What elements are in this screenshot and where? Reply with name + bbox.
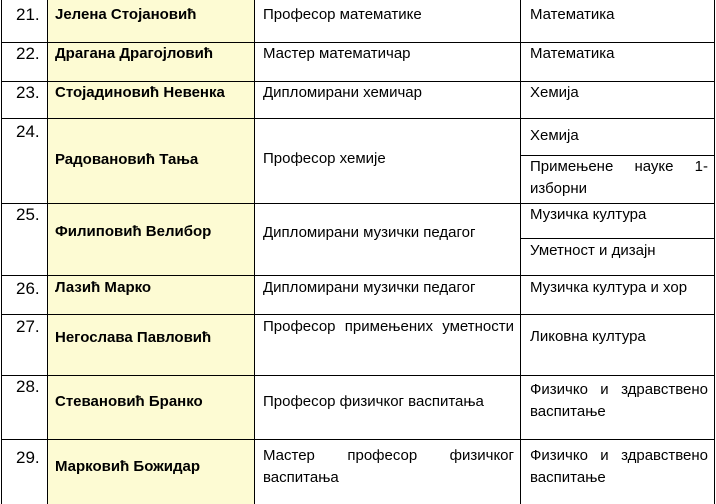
grid-line (714, 0, 715, 504)
staff-name: Драгана Драгојловић (48, 43, 254, 81)
row-number: 28. (2, 376, 47, 439)
staff-qualification: Професор примењених уметности (255, 315, 520, 375)
staff-subject: Музичка култура и хор (521, 276, 714, 314)
grid-line (1, 118, 715, 119)
staff-subject: Уметност и дизајн (521, 239, 714, 275)
staff-name: Негослава Павловић (48, 315, 254, 375)
staff-name: Радовановић Тања (48, 119, 254, 203)
grid-line (1, 439, 715, 440)
staff-subject: Примењене науке 1- изборни (521, 156, 714, 203)
grid-line (520, 0, 521, 504)
grid-line (1, 275, 715, 276)
staff-subject: Математика (521, 43, 714, 81)
staff-name: Лазић Марко (48, 276, 254, 314)
staff-subject: Хемија (521, 82, 714, 118)
row-number: 24. (2, 119, 47, 203)
staff-qualification: Мастер професор физичког васпитања (255, 440, 520, 504)
row-number: 26. (2, 276, 47, 314)
staff-name: Стојадиновић Невенка (48, 82, 254, 118)
grid-line (1, 314, 715, 315)
row-number: 29. (2, 440, 47, 504)
staff-name: Марковић Божидар (48, 440, 254, 504)
staff-subject: Физичко и здравствено васпитање (521, 376, 714, 439)
grid-line (47, 0, 48, 504)
staff-name: Стевановић Бранко (48, 376, 254, 439)
staff-qualification: Професор математике (255, 0, 520, 42)
grid-line (1, 81, 715, 82)
staff-name: Јелена Стојановић (48, 0, 254, 42)
staff-qualification: Професор физичког васпитања (255, 376, 520, 439)
row-number: 21. (2, 0, 47, 42)
staff-subject: Физичко и здравствено васпитање (521, 440, 714, 504)
staff-subject: Математика (521, 0, 714, 42)
grid-line (254, 0, 255, 504)
grid-line (520, 238, 715, 239)
grid-line (1, 375, 715, 376)
grid-line (1, 203, 715, 204)
grid-line (520, 155, 715, 156)
row-number: 22. (2, 43, 47, 81)
staff-qualification: Дипломирани музички педагог (255, 204, 520, 275)
row-number: 25. (2, 204, 47, 275)
staff-name: Филиповић Велибор (48, 204, 254, 275)
staff-qualification: Мастер математичар (255, 43, 520, 81)
staff-subject: Ликовна култура (521, 315, 714, 375)
grid-line (1, 0, 2, 504)
grid-line (1, 42, 715, 43)
staff-qualification: Дипломирани хемичар (255, 82, 520, 118)
staff-qualification: Дипломирани музички педагог (255, 276, 520, 314)
staff-subject: Хемија (521, 119, 714, 155)
staff-qualification: Професор хемије (255, 119, 520, 203)
row-number: 27. (2, 315, 47, 375)
staff-subject: Музичка култура (521, 204, 714, 238)
row-number: 23. (2, 82, 47, 118)
